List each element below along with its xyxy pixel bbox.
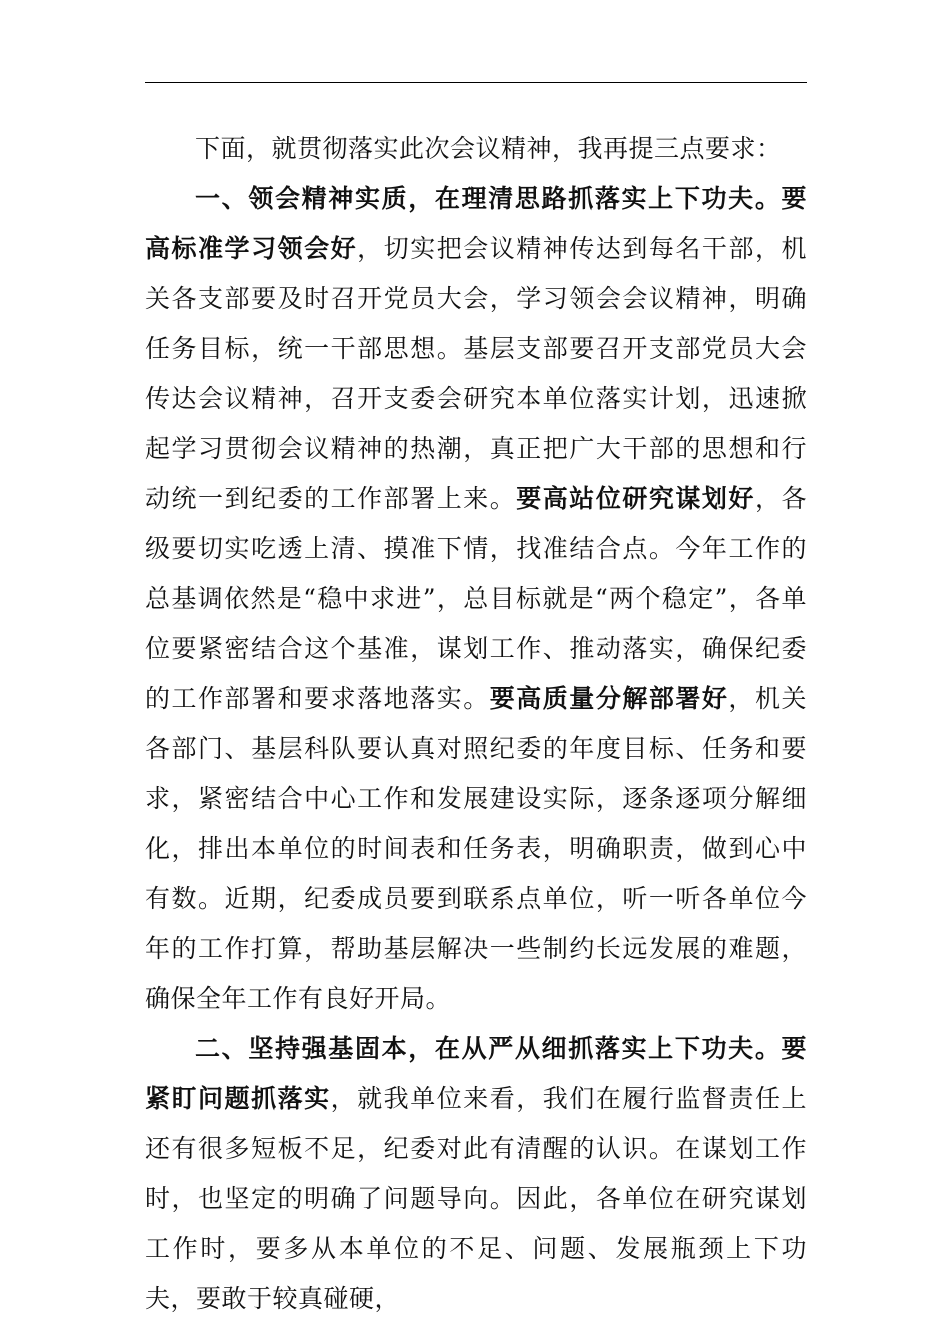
document-body: [145, 124, 807, 1324]
header-rule: [145, 82, 807, 83]
text-run: ，各级要切实吃透上清、摸准下情，找准结合点。今年工作的总基调依然是“稳中求进”，总目标就是“两个稳定”，各单位要紧密结合这个基准，谋划工作、推动落实，确保纪委的工作部署和要求落地落实。: [145, 484, 807, 713]
paragraph: [145, 1024, 807, 1324]
text-run: 下面，就贯彻落实此次会议精神，我再提三点要求：: [195, 134, 782, 163]
paragraph: [145, 174, 807, 1024]
bold-phrase: 二、坚持强基固本，在从严从细抓落实上下功夫。: [195, 1034, 782, 1063]
bold-phrase: 一、领会精神实质，在理清思路抓落实上下功夫。: [195, 184, 782, 213]
paragraph: [145, 124, 807, 174]
bold-phrase: 要紧盯问题抓落实: [145, 1034, 807, 1113]
bold-phrase: 要高站位研究谋划好: [516, 484, 755, 513]
bold-phrase: 要高质量分解部署好: [489, 684, 729, 713]
text-run: ，机关各部门、基层科队要认真对照纪委的年度目标、任务和要求，紧密结合中心工作和发展建设实际，逐条逐项分解细化，排出本单位的时间表和任务表，明确职责，做到心中有数。近期，纪委成员要到联系点单位，听一听各单位今年的工作打算，帮助基层解决一些制约长远发展的难题，确保全年工作有良好开局。: [145, 684, 807, 1013]
bold-phrase: 要高标准学习领会好: [145, 184, 807, 263]
text-run: ，切实把会议精神传达到每名干部，机关各支部要及时召开党员大会，学习领会会议精神，明确任务目标，统一干部思想。基层支部要召开支部党员大会传达会议精神，召开支委会研究本单位落实计划，迅速掀起学习贯彻会议精神的热潮，真正把广大干部的思想和行动统一到纪委的工作部署上来。: [145, 234, 807, 513]
text-run: ，就我单位来看，我们在履行监督责任上还有很多短板不足，纪委对此有清醒的认识。在谋划工作时，也坚定的明确了问题导向。因此，各单位在研究谋划工作时，要多从本单位的不足、问题、发展瓶颈上下功夫，要敢于较真碰硬，: [145, 1084, 807, 1313]
